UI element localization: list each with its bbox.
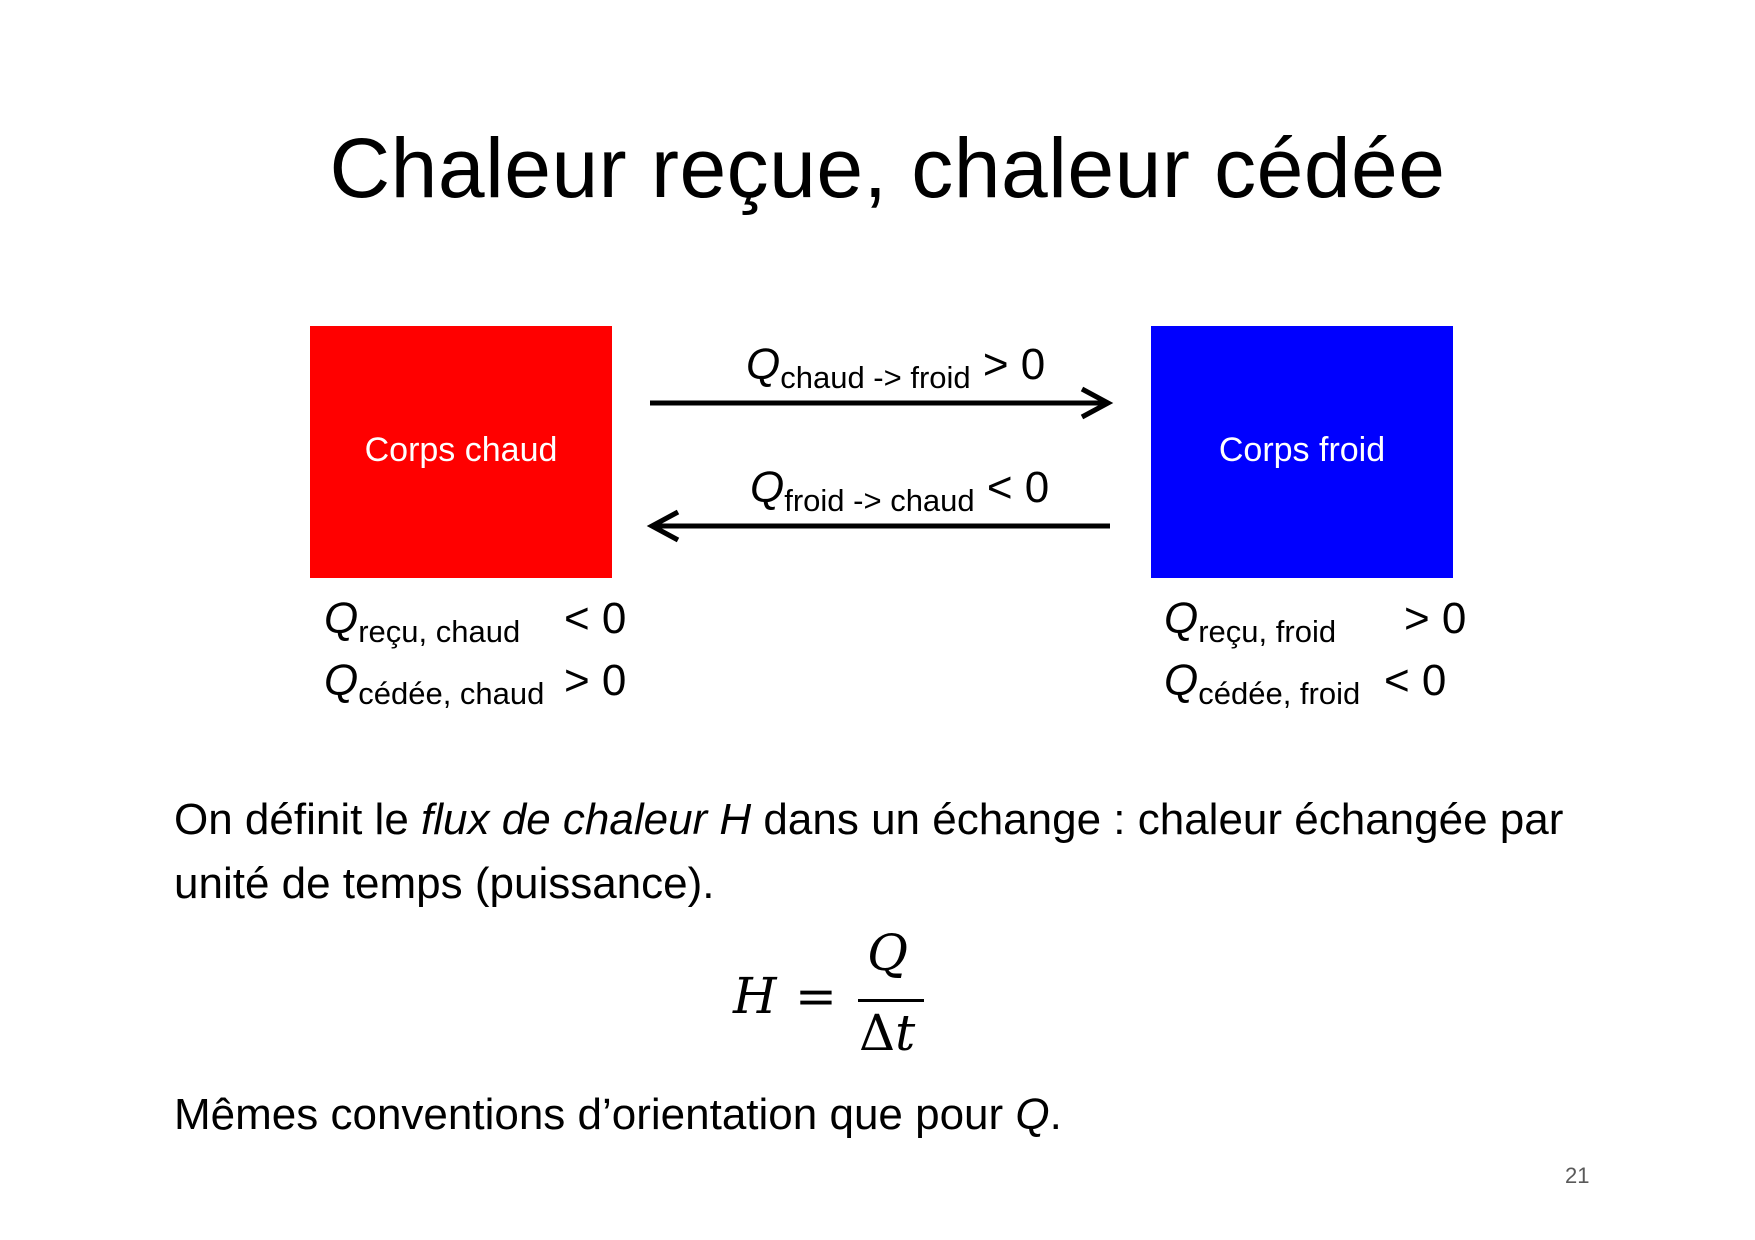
hot-body-label: Corps chaud bbox=[364, 430, 558, 469]
relation: < 0 bbox=[564, 594, 627, 643]
arrow-top-label bbox=[746, 340, 1045, 403]
slide-title: Chaleur reçue, chaleur cédée bbox=[329, 121, 1446, 215]
q-symbol: Q bbox=[324, 594, 359, 643]
relation: > 0 bbox=[564, 656, 627, 705]
hot-received-condition bbox=[324, 594, 627, 657]
q-subscript: froid -> chaud bbox=[784, 483, 975, 518]
q-subscript: cédée, chaud bbox=[358, 676, 545, 711]
page-number: 21 bbox=[1565, 1163, 1590, 1188]
relation: < 0 bbox=[1384, 656, 1447, 705]
q-symbol: Q bbox=[324, 656, 359, 705]
definition-italic-term: flux de chaleur H bbox=[421, 795, 752, 844]
formula-lhs: H bbox=[733, 967, 777, 1025]
formula-denominator bbox=[859, 1004, 915, 1062]
formula-numerator: Q bbox=[867, 924, 908, 982]
q-symbol: Q bbox=[750, 463, 785, 512]
relation: > 0 bbox=[1404, 594, 1467, 643]
definition-paragraph bbox=[174, 788, 1574, 916]
hot-given-condition bbox=[324, 656, 627, 719]
delta-symbol: Δ bbox=[859, 1004, 896, 1062]
conventions-paragraph bbox=[174, 1083, 1574, 1147]
fraction-bar bbox=[858, 999, 924, 1002]
conventions-period: . bbox=[1049, 1090, 1062, 1139]
relation: > 0 bbox=[982, 340, 1046, 389]
cold-body-label: Corps froid bbox=[1218, 430, 1386, 469]
conventions-q-symbol: Q bbox=[1015, 1090, 1050, 1139]
arrow-bottom-label bbox=[750, 463, 1049, 526]
cold-received-condition bbox=[1164, 594, 1467, 657]
q-symbol: Q bbox=[1164, 594, 1199, 643]
q-symbol: Q bbox=[746, 340, 781, 389]
q-subscript: reçu, froid bbox=[1198, 614, 1337, 649]
q-subscript: reçu, chaud bbox=[358, 614, 521, 649]
conventions-text: Mêmes conventions d’orientation que pour bbox=[174, 1090, 1016, 1139]
relation: < 0 bbox=[986, 463, 1050, 512]
time-variable: t bbox=[895, 1004, 916, 1062]
formula-equals: = bbox=[795, 967, 837, 1025]
q-subscript: chaud -> froid bbox=[780, 360, 971, 395]
q-subscript: cédée, froid bbox=[1198, 676, 1361, 711]
q-symbol: Q bbox=[1164, 656, 1199, 705]
definition-text-end: dans un échange : chaleur échangée par unité de temps (puissance). bbox=[174, 795, 1564, 908]
definition-text-start: On définit le bbox=[174, 795, 422, 844]
cold-given-condition bbox=[1164, 656, 1447, 719]
